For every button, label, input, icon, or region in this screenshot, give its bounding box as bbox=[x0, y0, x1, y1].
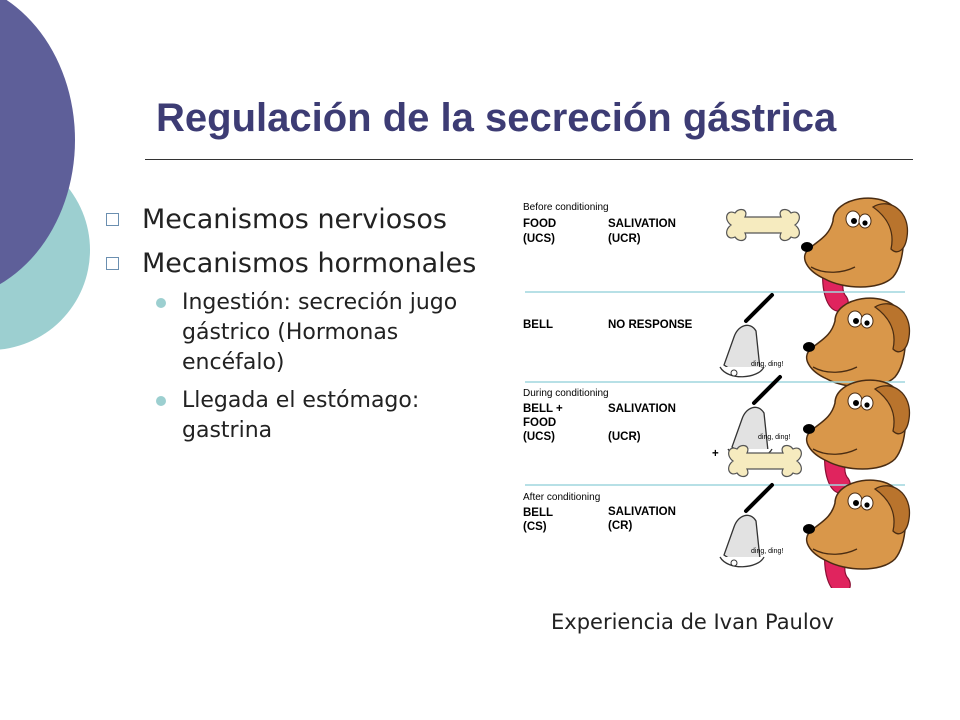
bell-sound-text: ding, ding! bbox=[758, 434, 791, 441]
salivating-dog-icon bbox=[803, 480, 909, 588]
panel-right-label: (UCR) bbox=[608, 431, 641, 443]
panel-header: After conditioning bbox=[523, 492, 601, 503]
panel-left-label: FOOD bbox=[523, 218, 557, 230]
figure-caption: Experiencia de Ivan Paulov bbox=[551, 610, 834, 634]
panel-left-label: (UCS) bbox=[523, 233, 555, 245]
salivating-dog-icon bbox=[801, 198, 907, 311]
bullet-item bbox=[104, 200, 494, 240]
salivating-dog-icon bbox=[803, 380, 909, 493]
panel-left-label: (CS) bbox=[523, 521, 547, 533]
dot-bullet-icon bbox=[156, 396, 166, 406]
sub-bullet-text: Ingestión: secreción jugo gástrico (Hormonas encéfalo) bbox=[182, 290, 458, 375]
square-bullet-icon bbox=[106, 213, 119, 226]
panel-left-label: BELL bbox=[523, 319, 554, 331]
panel-left-label: FOOD bbox=[523, 417, 557, 429]
panel-left-label: BELL bbox=[523, 507, 554, 519]
title-divider bbox=[145, 159, 913, 160]
pavlov-conditioning-figure bbox=[515, 193, 915, 588]
panel-right-label: (CR) bbox=[608, 520, 633, 532]
slide-title: Regulación de la secreción gástrica bbox=[156, 96, 837, 140]
panel-header: During conditioning bbox=[523, 388, 609, 399]
sub-bullet-item bbox=[142, 288, 494, 378]
panel-left-label: (UCS) bbox=[523, 431, 555, 443]
bullet-item bbox=[104, 244, 494, 446]
sub-bullet-list bbox=[142, 288, 494, 446]
bell-icon bbox=[728, 377, 780, 459]
panel-right-label: SALIVATION bbox=[608, 506, 676, 518]
bone-icon bbox=[727, 210, 800, 241]
sub-bullet-item bbox=[142, 386, 494, 446]
sub-bullet-text: Llegada el estómago: gastrina bbox=[182, 388, 420, 443]
bullet-text: Mecanismos hormonales bbox=[142, 248, 477, 279]
panel-right-label: SALIVATION bbox=[608, 403, 676, 415]
bullet-list bbox=[104, 200, 494, 454]
panel-right-label: NO RESPONSE bbox=[608, 319, 693, 331]
panel-right-label: (UCR) bbox=[608, 233, 641, 245]
panel-right-label: SALIVATION bbox=[608, 218, 676, 230]
dot-bullet-icon bbox=[156, 298, 166, 308]
panel-left-label: BELL + bbox=[523, 403, 563, 415]
bullet-text: Mecanismos nerviosos bbox=[142, 204, 447, 235]
square-bullet-icon bbox=[106, 257, 119, 270]
panel-header: Before conditioning bbox=[523, 202, 609, 213]
bell-sound-text: ding, ding! bbox=[751, 548, 784, 555]
dog-icon bbox=[803, 298, 909, 387]
plus-sign: + bbox=[712, 448, 719, 460]
bell-sound-text: ding, ding! bbox=[751, 361, 784, 368]
